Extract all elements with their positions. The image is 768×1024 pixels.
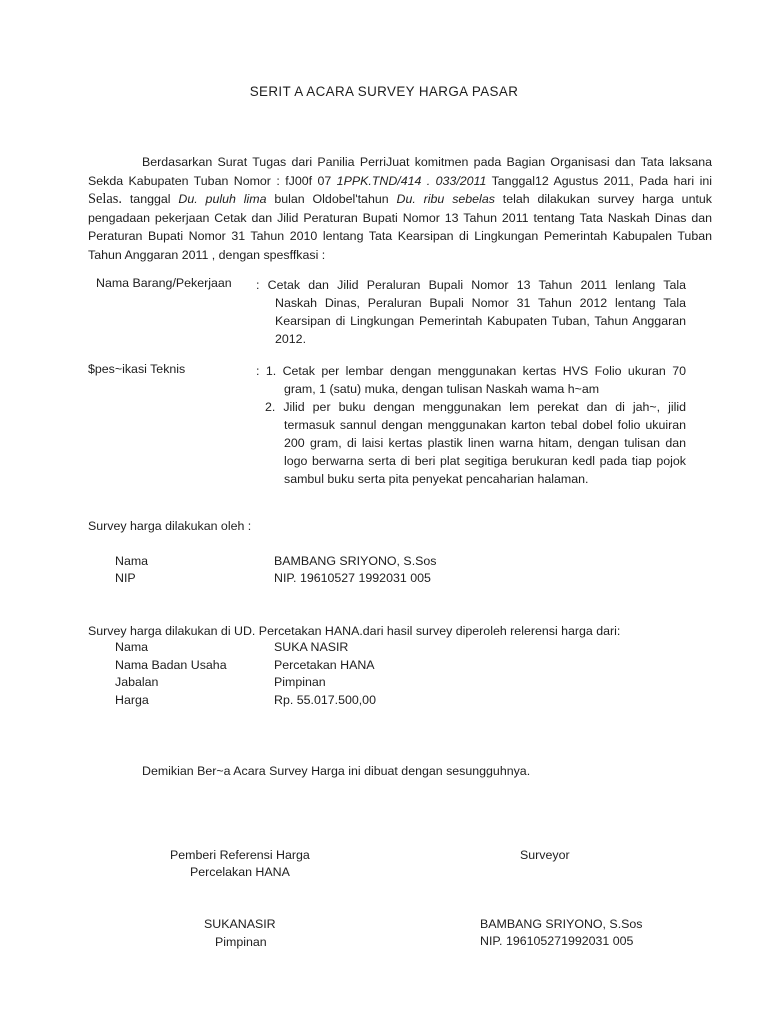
left-signer-position: Pimpinan <box>215 935 267 949</box>
spec-line: termasuk sannul dengan menggunakan karton tebal dobel folio ukuiran <box>284 418 686 432</box>
reference-value: Percetakan HANA <box>274 658 375 672</box>
item-line: Naskah Dinas, Peraluran Bupali Nomor 31 Tahun 2012 lentang Tala <box>275 296 686 310</box>
spec-line: : 1. Cetak per lembar dengan menggunakan kertas HVS Folio ukuran 70 <box>256 364 686 378</box>
intro-segment: Peraturan Bupati Nomor 31 Tahun 2010 lentang Tata Kearsipan di Lingkungan Pemerintah Kabupalen Tuban <box>88 229 712 244</box>
closing-statement: Demikian Ber~a Acara Survey Harga ini dibuat dengan sesungguhnya. <box>142 764 531 778</box>
reference-label: Nama Badan Usaha <box>115 658 227 672</box>
spec-line: logo berwarna serta di beri plat segitiga berukuran kedl pada tiap pojok <box>284 454 686 468</box>
intro-line <box>88 172 712 191</box>
item-line: : Cetak dan Jilid Peraluran Bupali Nomor 13 Tahun 2011 lenlang Tala <box>256 278 686 292</box>
spec-line: 2. Jilid per buku dengan menggunakan lem perekat dan di jah~, jilid <box>265 400 686 414</box>
intro-paragraph <box>88 153 712 265</box>
intro-line <box>88 227 712 246</box>
intro-line <box>88 246 712 265</box>
intro-segment: 1PPK.TND/414 . 033/2011 <box>336 173 487 188</box>
surveyor-name-label: Nama <box>115 554 149 568</box>
intro-segment: tanggal <box>121 192 179 207</box>
reference-value: SUKA NASIR <box>274 640 349 654</box>
left-signer-name: SUKANASIR <box>204 917 276 931</box>
reference-heading: Survey harga dilakukan di UD. Percetakan HANA.dari hasil survey diperoleh relerensi harga dari: <box>88 624 621 638</box>
surveyor-nip-label: NIP <box>115 571 136 585</box>
right-signer-nip: NIP. 196105271992031 005 <box>480 934 634 948</box>
intro-segment: Berdasarkan Surat Tugas dari Panilia PerriJuat komitmen pada Bagian Organisasi dan Tata laksana <box>142 155 712 169</box>
right-signer-role: Surveyor <box>520 848 570 862</box>
intro-segment: Sekda Kabupaten Tuban Nomor : fJ00f 07 <box>88 173 337 188</box>
item-description <box>256 276 686 348</box>
surveyor-name-value: BAMBANG SRIYONO, S.Sos <box>274 554 437 568</box>
intro-line <box>88 209 712 228</box>
right-signer-name: BAMBANG SRIYONO, S.Sos <box>480 917 643 931</box>
reference-label: Nama <box>115 640 149 654</box>
reference-label: Jabalan <box>115 675 159 689</box>
spec-line: gram, 1 (satu) muka, dengan tulisan Naskah wama h~am <box>284 382 600 396</box>
intro-line <box>88 190 712 209</box>
left-signer-company: Percelakan HANA <box>190 865 290 879</box>
reference-value: Pimpinan <box>274 675 326 689</box>
item-line: Kearsipan di Lingkungan Pemerintah Kabupaten Tuban, Tahun Anggaran <box>275 314 686 328</box>
intro-segment: Du. puluh lima <box>178 192 267 207</box>
intro-segment: pengadaan pekerjaan Cetak dan Jilid Peraturan Bupati Nomor 13 Tahun 2011 tentang Tata Naskah Dinas dan <box>88 210 712 225</box>
reference-value: Rp. 55.017.500,00 <box>274 693 376 707</box>
intro-segment: telah dilakukan survey harga untuk <box>494 192 712 207</box>
left-signer-role: Pemberi Referensi Harga <box>170 848 310 862</box>
spec-item-2 <box>265 398 686 488</box>
spec-item-1 <box>256 362 686 398</box>
intro-segment: bulan Oldobel'tahun <box>266 192 397 207</box>
intro-line <box>88 153 712 172</box>
surveyor-nip-value: NIP. 19610527 1992031 005 <box>274 571 431 585</box>
item-line: 2012. <box>275 332 307 346</box>
spec-label: $pes~ikasi Teknis <box>88 362 186 376</box>
reference-label: Harga <box>115 693 149 707</box>
spec-line: 200 gram, di laisi kertas plastik linen warna hitam, dengan tulisan dan <box>284 436 686 450</box>
item-label: Nama Barang/Pekerjaan <box>96 276 232 290</box>
intro-segment: Selas. <box>88 191 122 208</box>
surveyor-heading: Survey harga dilakukan oleh : <box>88 519 252 533</box>
intro-segment: Du. ribu sebelas <box>396 192 495 207</box>
spec-line: sambul buku serta pita penyekat pencaharian halaman. <box>284 472 589 486</box>
intro-segment: Tanggal12 Agustus 2011, Pada hari ini <box>486 173 712 188</box>
intro-segment: Tahun Anggaran 2011 , dengan spesffkasi : <box>88 247 326 262</box>
document-title: SERIT A ACARA SURVEY HARGA PASAR <box>249 84 519 99</box>
